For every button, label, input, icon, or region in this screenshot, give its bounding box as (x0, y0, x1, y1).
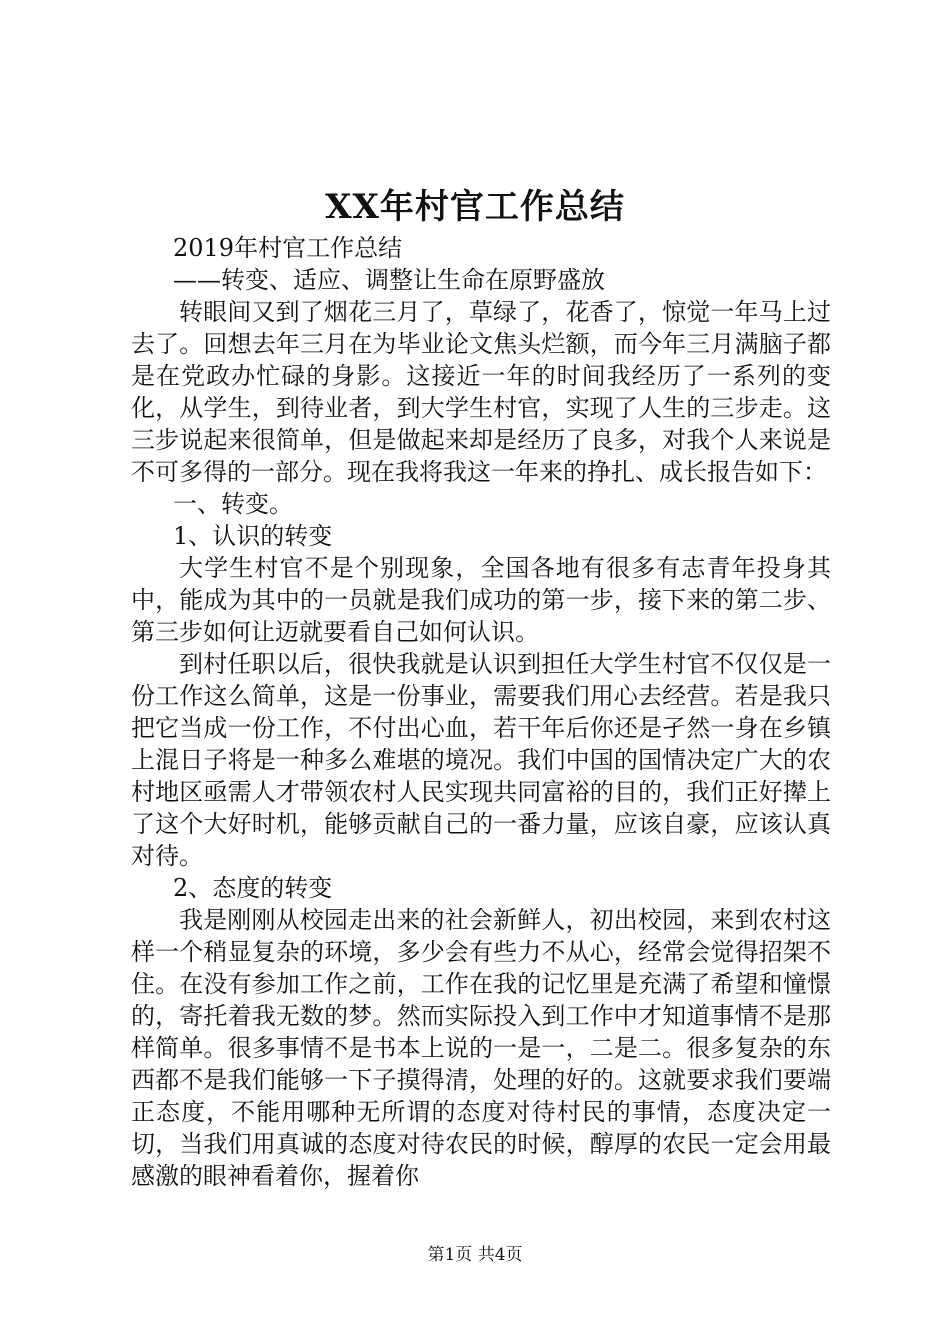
subtitle-year: 2019年村官工作总结 (173, 234, 403, 262)
page-number: 第1页 共4页 (427, 1245, 523, 1265)
subsection-heading-attitude: 2、态度的转变 (173, 874, 333, 902)
document-body (131, 232, 831, 1192)
paragraph-intro: 转眼间又到了烟花三月了，草绿了，花香了，惊觉一年马上过去了。回想去年三月在为毕业论文焦头烂额，而今年三月满脑子都是在党政办忙碌的身影。这接近一年的时间我经历了一系列的变化，从学生，到待业者，到大学生村官，实现了人生的三步走。这三步说起来很简单，但是做起来却是经历了良多，对我个人来说是不可多得的一部分。现在我将我这一年来的挣扎、成长报告如下： (131, 298, 831, 486)
paragraph-understanding-2: 到村任职以后，很快我就是认识到担任大学生村官不仅仅是一份工作这么简单，这是一份事业，需要我们用心去经营。若是我只把它当成一份工作，不付出心血，若干年后你还是孑然一身在乡镇上混日子将是一种多么难堪的境况。我们中国的国情决定广大的农村地区亟需人才带领农村人民实现共同富裕的目的，我们正好撵上了这个大好时机，能够贡献自己的一番力量，应该自豪，应该认真对待。 (131, 650, 831, 870)
paragraph-attitude: 我是刚刚从校园走出来的社会新鲜人，初出校园，来到农村这样一个稍显复杂的环境，多少会有些力不从心，经常会觉得招架不住。在没有参加工作之前，工作在我的记忆里是充满了希望和憧憬的，寄托着我无数的梦。然而实际投入到工作中才知道事情不是那样简单。很多事情不是书本上说的一是一，二是二。很多复杂的东西都不是我们能够一下子摸得清，处理的好的。这就要求我们要端正态度，不能用哪种无所谓的态度对待村民的事情，态度决定一切，当我们用真诚的态度对待农民的时候，醇厚的农民一定会用最感激的眼神看着你，握着你 (131, 906, 831, 1190)
paragraph-understanding-1: 大学生村官不是个别现象，全国各地有很多有志青年投身其中，能成为其中的一员就是我们成功的第一步，接下来的第二步、第三步如何让迈就要看自己如何认识。 (131, 554, 831, 646)
section-heading-change: 一、转变。 (173, 490, 293, 518)
document-title: XX年村官工作总结 (325, 187, 625, 227)
subsection-heading-understanding: 1、认识的转变 (173, 522, 333, 550)
subtitle-theme: ——转变、适应、调整让生命在原野盛放 (173, 266, 605, 294)
